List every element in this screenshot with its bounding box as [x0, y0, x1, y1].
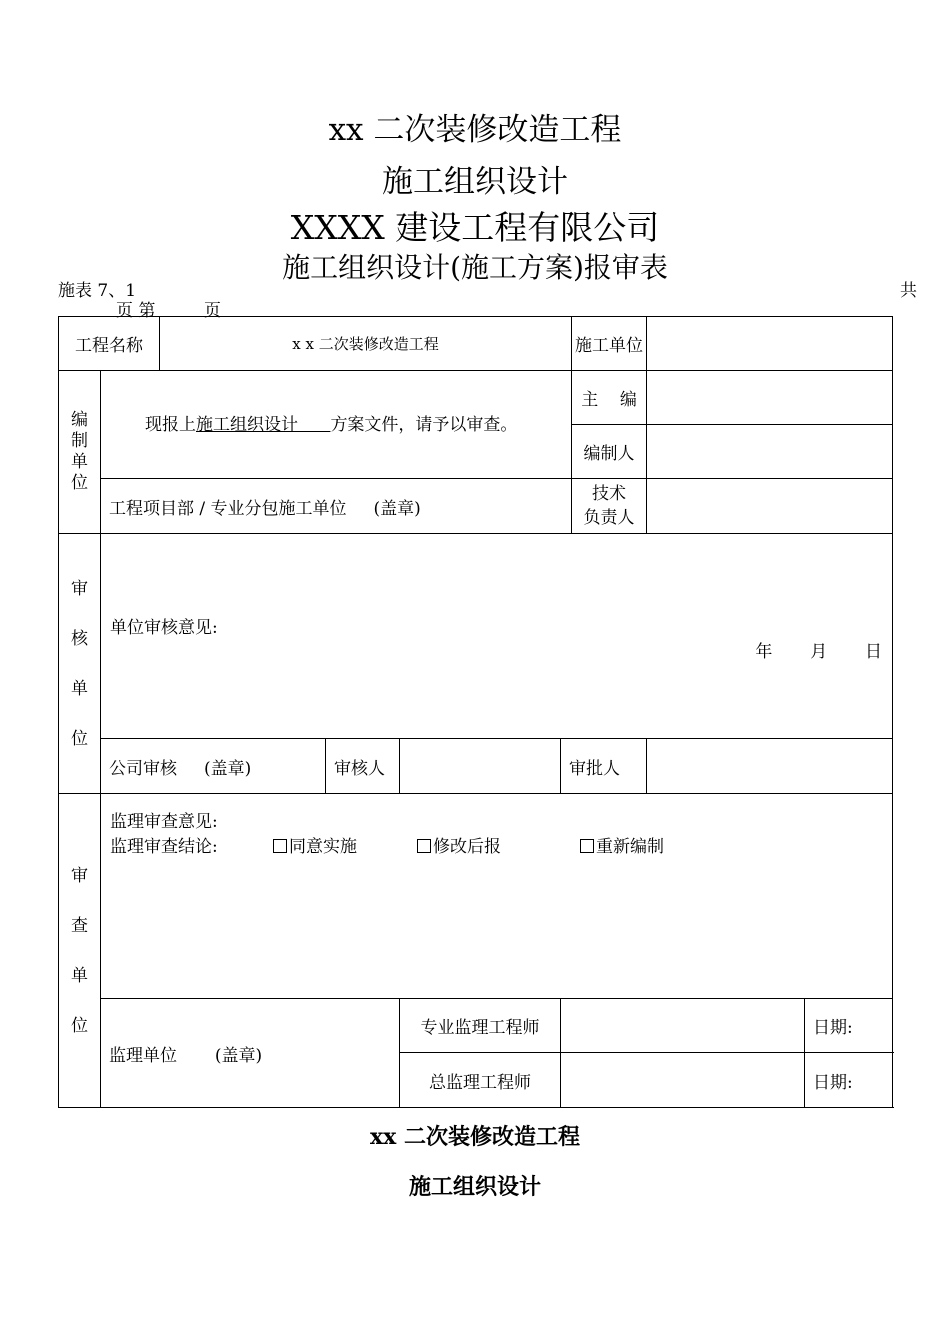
option-approve[interactable]: 同意实施: [273, 832, 357, 857]
editor-label: 编制人: [572, 425, 647, 479]
doc-title-project: xx 二次装修改造工程: [328, 112, 622, 148]
revise-checkbox-icon[interactable]: [417, 839, 431, 853]
review-opinion-label: 单位审核意见:: [110, 618, 218, 638]
specialist-engineer-label: 专业监理工程师: [400, 999, 561, 1053]
builder-label: 施工单位: [572, 317, 647, 371]
supervision-conclusion-label: 监理审查结论:: [110, 837, 218, 857]
chief-engineer-value: [561, 1053, 805, 1108]
chief-editor-label: 主 编: [572, 371, 647, 425]
page-number-label: 页 第 页: [116, 301, 222, 321]
doc-title-company: XXXX 建设工程有限公司: [290, 208, 660, 247]
specialist-date-label: 日期:: [805, 999, 893, 1053]
approver-value: [647, 739, 893, 794]
total-pages-label: 共: [900, 281, 917, 301]
compiler-unit-side-label: 编制单位: [59, 371, 101, 534]
review-date-line: 年 月 日: [755, 642, 883, 662]
chief-editor-value: [647, 371, 893, 425]
specialist-engineer-value: [561, 999, 805, 1053]
form-number: 施表 7、1: [58, 281, 137, 301]
footer-project-title: xx 二次装修改造工程: [370, 1124, 580, 1150]
reviewer-label: 审核人: [326, 739, 400, 794]
tech-lead-label: 技术 负责人: [572, 479, 647, 534]
company-review-stamp: 公司审核 (盖章): [101, 739, 326, 794]
supervision-unit-side-label: 审 查 单 位: [59, 794, 101, 1108]
approve-checkbox-icon[interactable]: [273, 839, 287, 853]
approval-form-table: [58, 316, 893, 1108]
doc-title-subject: 施工组织设计: [382, 164, 568, 200]
option-revise[interactable]: 修改后报: [417, 832, 501, 857]
project-name-label: 工程名称: [59, 317, 160, 371]
report-statement: 现报上施工组织设计 方案文件，请予以审查。: [101, 371, 572, 479]
review-unit-side-label: 审 核 单 位: [59, 534, 101, 794]
compiler-stamp-line: 工程项目部 / 专业分包施工单位 (盖章): [101, 479, 572, 534]
supervision-unit-stamp: 监理单位 (盖章): [101, 999, 400, 1108]
supervision-opinion-area: [101, 794, 893, 999]
builder-value: [647, 317, 893, 371]
form-title: 施工组织设计(施工方案)报审表: [282, 251, 668, 284]
editor-value: [647, 425, 893, 479]
option-recompile[interactable]: 重新编制: [580, 832, 664, 857]
chief-date-label: 日期:: [805, 1053, 893, 1108]
supervision-opinion-label: 监理审查意见:: [110, 812, 218, 832]
recompile-checkbox-icon[interactable]: [580, 839, 594, 853]
project-name-value: x x 二次装修改造工程: [160, 317, 572, 371]
footer-subject-title: 施工组织设计: [408, 1174, 541, 1200]
reviewer-value: [400, 739, 561, 794]
approver-label: 审批人: [561, 739, 647, 794]
tech-lead-value: [647, 479, 893, 534]
review-opinion-area: [101, 534, 893, 739]
chief-engineer-label: 总监理工程师: [400, 1053, 561, 1108]
report-document-name: 施工组织设计: [196, 414, 298, 435]
